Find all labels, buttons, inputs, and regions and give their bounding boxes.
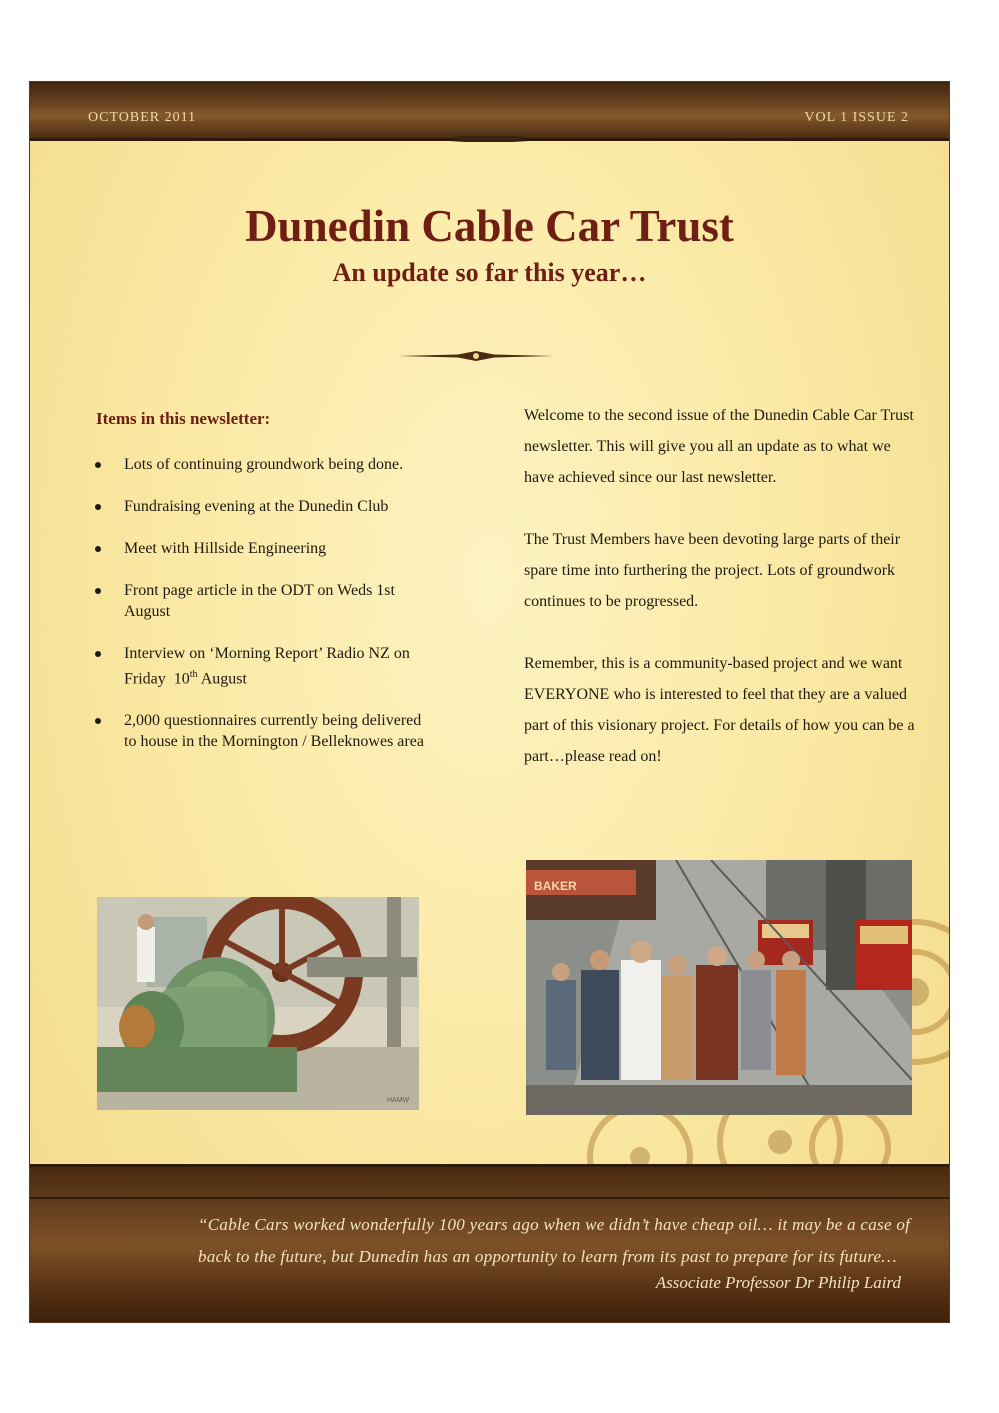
- newsletter-subtitle: An update so far this year…: [332, 258, 647, 287]
- bullet-icon: [95, 588, 101, 594]
- newsletter-title: Dunedin Cable Car Trust: [245, 201, 734, 251]
- newsletter-page: [30, 82, 949, 1322]
- header-bar: [30, 82, 949, 141]
- footer-quote-bar: [30, 1164, 949, 1322]
- generator-illustration: [97, 897, 419, 1110]
- issue-date: OCTOBER 2011: [88, 110, 197, 125]
- bullet-icon: [95, 718, 101, 724]
- footer-stripe: [30, 1197, 949, 1199]
- shop-sign: BAKER: [534, 879, 577, 893]
- items-list: [92, 454, 462, 752]
- list-item: Interview on ‘Morning Report’ Radio NZ on Friday 10th August: [92, 643, 454, 689]
- header-notch: [449, 136, 529, 142]
- bullet-icon: [95, 651, 101, 657]
- intro-paragraph: Remember, this is a community-based project and we want EVERYONE who is interested to feel that they are a valued part of this visionary project. For details of how you can be a part…please read on!: [524, 655, 915, 765]
- list-item: 2,000 questionnaires currently being delivered to house in the Mornington / Belleknowes area: [92, 710, 424, 752]
- bullet-icon: [95, 546, 101, 552]
- intro-text: [524, 400, 924, 803]
- bullet-icon: [95, 504, 101, 510]
- list-item: Fundraising evening at the Dunedin Club: [92, 496, 462, 517]
- quote-author: Associate Professor Dr Philip Laird: [655, 1273, 901, 1292]
- street-scene-illustration: [526, 860, 912, 1115]
- ornament-divider-icon: [398, 348, 554, 364]
- illustration-signature: HAMW: [387, 1097, 410, 1104]
- list-item: Front page article in the ODT on Weds 1st August: [92, 580, 434, 622]
- list-item: Lots of continuing groundwork being done.: [92, 454, 462, 475]
- issue-volume: VOL 1 ISSUE 2: [804, 110, 909, 125]
- list-item: Meet with Hillside Engineering: [92, 538, 462, 559]
- items-heading: Items in this newsletter:: [96, 409, 271, 428]
- intro-paragraph: The Trust Members have been devoting large parts of their spare time into furthering the project. Lots of groundwork continues to be progressed.: [524, 531, 901, 610]
- intro-paragraph: Welcome to the second issue of the Dunedin Cable Car Trust newsletter. This will give you all an update as to what we have achieved since our last newsletter.: [524, 407, 914, 486]
- bullet-icon: [95, 462, 101, 468]
- footer-quote: “Cable Cars worked wonderfully 100 years ago when we didn’t have cheap oil… it may be a case of back to the future, but Dunedin has an opportunity to learn from its past to prepare for its future…: [198, 1215, 911, 1266]
